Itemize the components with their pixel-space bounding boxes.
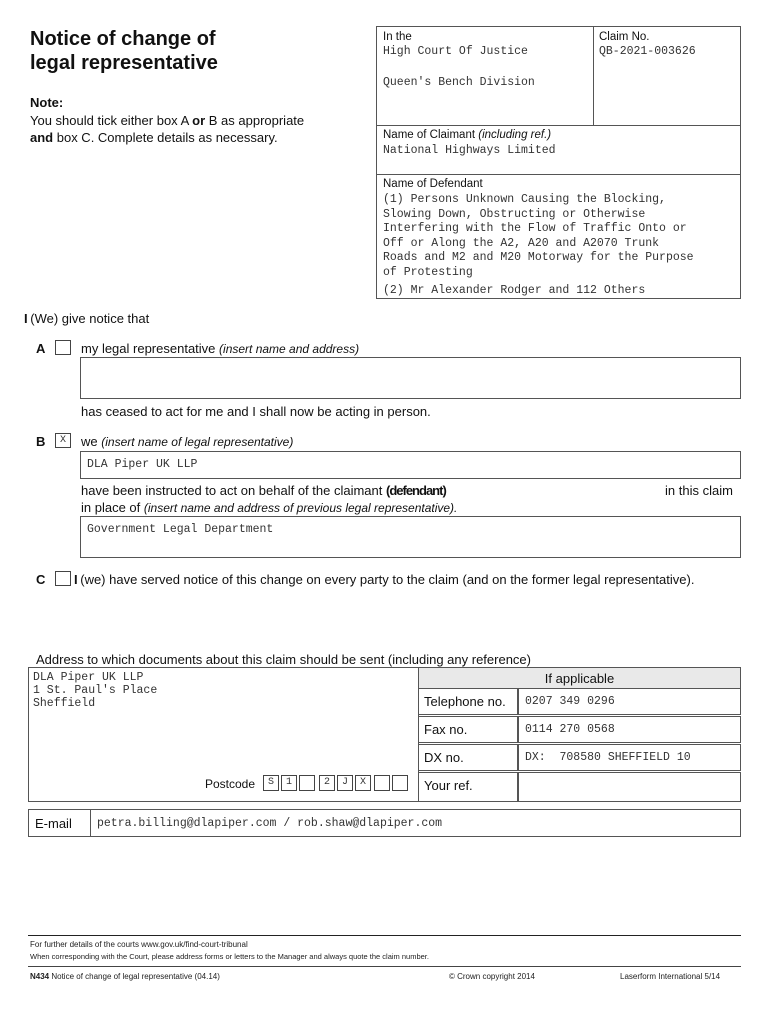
your-ref-label: Your ref. xyxy=(418,772,518,802)
form-title xyxy=(30,27,218,75)
footer-laserform: Laserform International 5/14 xyxy=(620,972,721,981)
court-division: Queen's Bench Division xyxy=(383,76,535,89)
claim-no-value[interactable]: QB-2021-003626 xyxy=(599,45,696,58)
claim-no-label: Claim No. xyxy=(599,31,650,43)
footer-courts-link[interactable]: For further details of the courts www.gov.uk/find-court-tribunal xyxy=(30,940,248,949)
your-ref-field[interactable] xyxy=(518,772,741,802)
postcode-char[interactable] xyxy=(299,775,315,791)
email-field[interactable]: petra.billing@dlapiper.com / rob.shaw@dlapiper.com xyxy=(90,809,741,837)
footer-correspondence: When corresponding with the Court, please address forms or letters to the Manager and always quote the claim number. xyxy=(30,952,429,961)
option-b-in-this-claim: in this claim xyxy=(665,483,733,498)
option-b-instructed: have been instructed to act on behalf of the claimant (defendant) xyxy=(81,483,446,498)
option-a-after: has ceased to act for me and I shall now be acting in person. xyxy=(81,404,431,419)
option-b-in-place-of: in place of (insert name and address of previous legal representative). xyxy=(81,500,458,515)
defendant-2-value[interactable]: (2) Mr Alexander Rodger and 112 Others xyxy=(383,284,646,297)
form-title-line1: Notice of change of xyxy=(30,28,216,50)
option-c-text: I (we) have served notice of this change on every party to the claim (and on the former legal representative). xyxy=(74,572,695,587)
option-c-letter: C xyxy=(36,572,46,587)
option-a-field[interactable] xyxy=(80,357,741,399)
option-a-checkbox[interactable] xyxy=(55,340,71,355)
option-b-checkbox[interactable]: X xyxy=(55,433,71,448)
struck-defendant: (defendant) xyxy=(386,483,446,498)
postcode-char[interactable] xyxy=(374,775,390,791)
option-c-checkbox[interactable] xyxy=(55,571,71,586)
footer-form-id: N434 Notice of change of legal representative (04.14) xyxy=(30,972,220,981)
address-heading: Address to which documents about this claim should be sent (including any reference) xyxy=(36,652,531,667)
option-b-label: we (insert name of legal representative) xyxy=(81,434,294,449)
court-box xyxy=(376,26,594,126)
claimant-label: Name of Claimant (including ref.) xyxy=(383,129,552,141)
form-title-line2: legal representative xyxy=(30,52,218,74)
note-heading: Note: xyxy=(30,95,64,110)
defendant-label: Name of Defendant xyxy=(383,178,483,190)
if-applicable-header: If applicable xyxy=(418,667,741,689)
defendant-value[interactable]: (1) Persons Unknown Causing the Blocking, Slowing Down, Obstructing or Otherwise Interfering with the Flow of Traffic Onto or Off or Along the A2, A20 and A2070 Trunk Roads and M2 and M20 Motorway for the Purpose of Protesting xyxy=(383,193,694,279)
postcode-char[interactable]: J xyxy=(337,775,353,791)
telephone-label: Telephone no. xyxy=(418,688,518,715)
telephone-field[interactable]: 0207 349 0296 xyxy=(518,688,741,715)
claimant-value[interactable]: National Highways Limited xyxy=(383,144,556,157)
struck-i: I xyxy=(24,311,27,326)
postcode-char[interactable]: 2 xyxy=(319,775,335,791)
footer-copyright: © Crown copyright 2014 xyxy=(449,972,535,981)
option-a-letter: A xyxy=(36,341,46,356)
footer-divider xyxy=(28,935,741,936)
defendant-box xyxy=(376,174,741,299)
court-name: High Court Of Justice xyxy=(383,45,528,58)
email-label: E-mail xyxy=(28,809,91,837)
postcode-char[interactable]: 1 xyxy=(281,775,297,791)
claim-no-box xyxy=(593,26,741,126)
address-lines: DLA Piper UK LLP 1 St. Paul's Place Sheffield xyxy=(33,671,158,710)
fax-label: Fax no. xyxy=(418,716,518,743)
postcode-char[interactable] xyxy=(392,775,408,791)
dx-field[interactable]: DX: 708580 SHEFFIELD 10 xyxy=(518,744,741,771)
postcode-char[interactable]: X xyxy=(355,775,371,791)
note-text: You should tick either box A or B as appropriate and box C. Complete details as necessary. xyxy=(30,113,305,145)
dx-label: DX no. xyxy=(418,744,518,771)
footer-divider-2 xyxy=(28,966,741,967)
previous-rep-field[interactable]: Government Legal Department xyxy=(80,516,741,558)
option-b-letter: B xyxy=(36,434,46,449)
option-a-label: my legal representative (insert name and address) xyxy=(81,341,360,356)
postcode-label: Postcode xyxy=(205,777,256,791)
claimant-box xyxy=(376,125,741,175)
in-the-label: In the xyxy=(383,31,412,43)
fax-field[interactable]: 0114 270 0568 xyxy=(518,716,741,743)
postcode-char[interactable]: S xyxy=(263,775,279,791)
option-b-field[interactable]: DLA Piper UK LLP xyxy=(80,451,741,479)
notice-intro: I (We) give notice that xyxy=(24,311,150,326)
